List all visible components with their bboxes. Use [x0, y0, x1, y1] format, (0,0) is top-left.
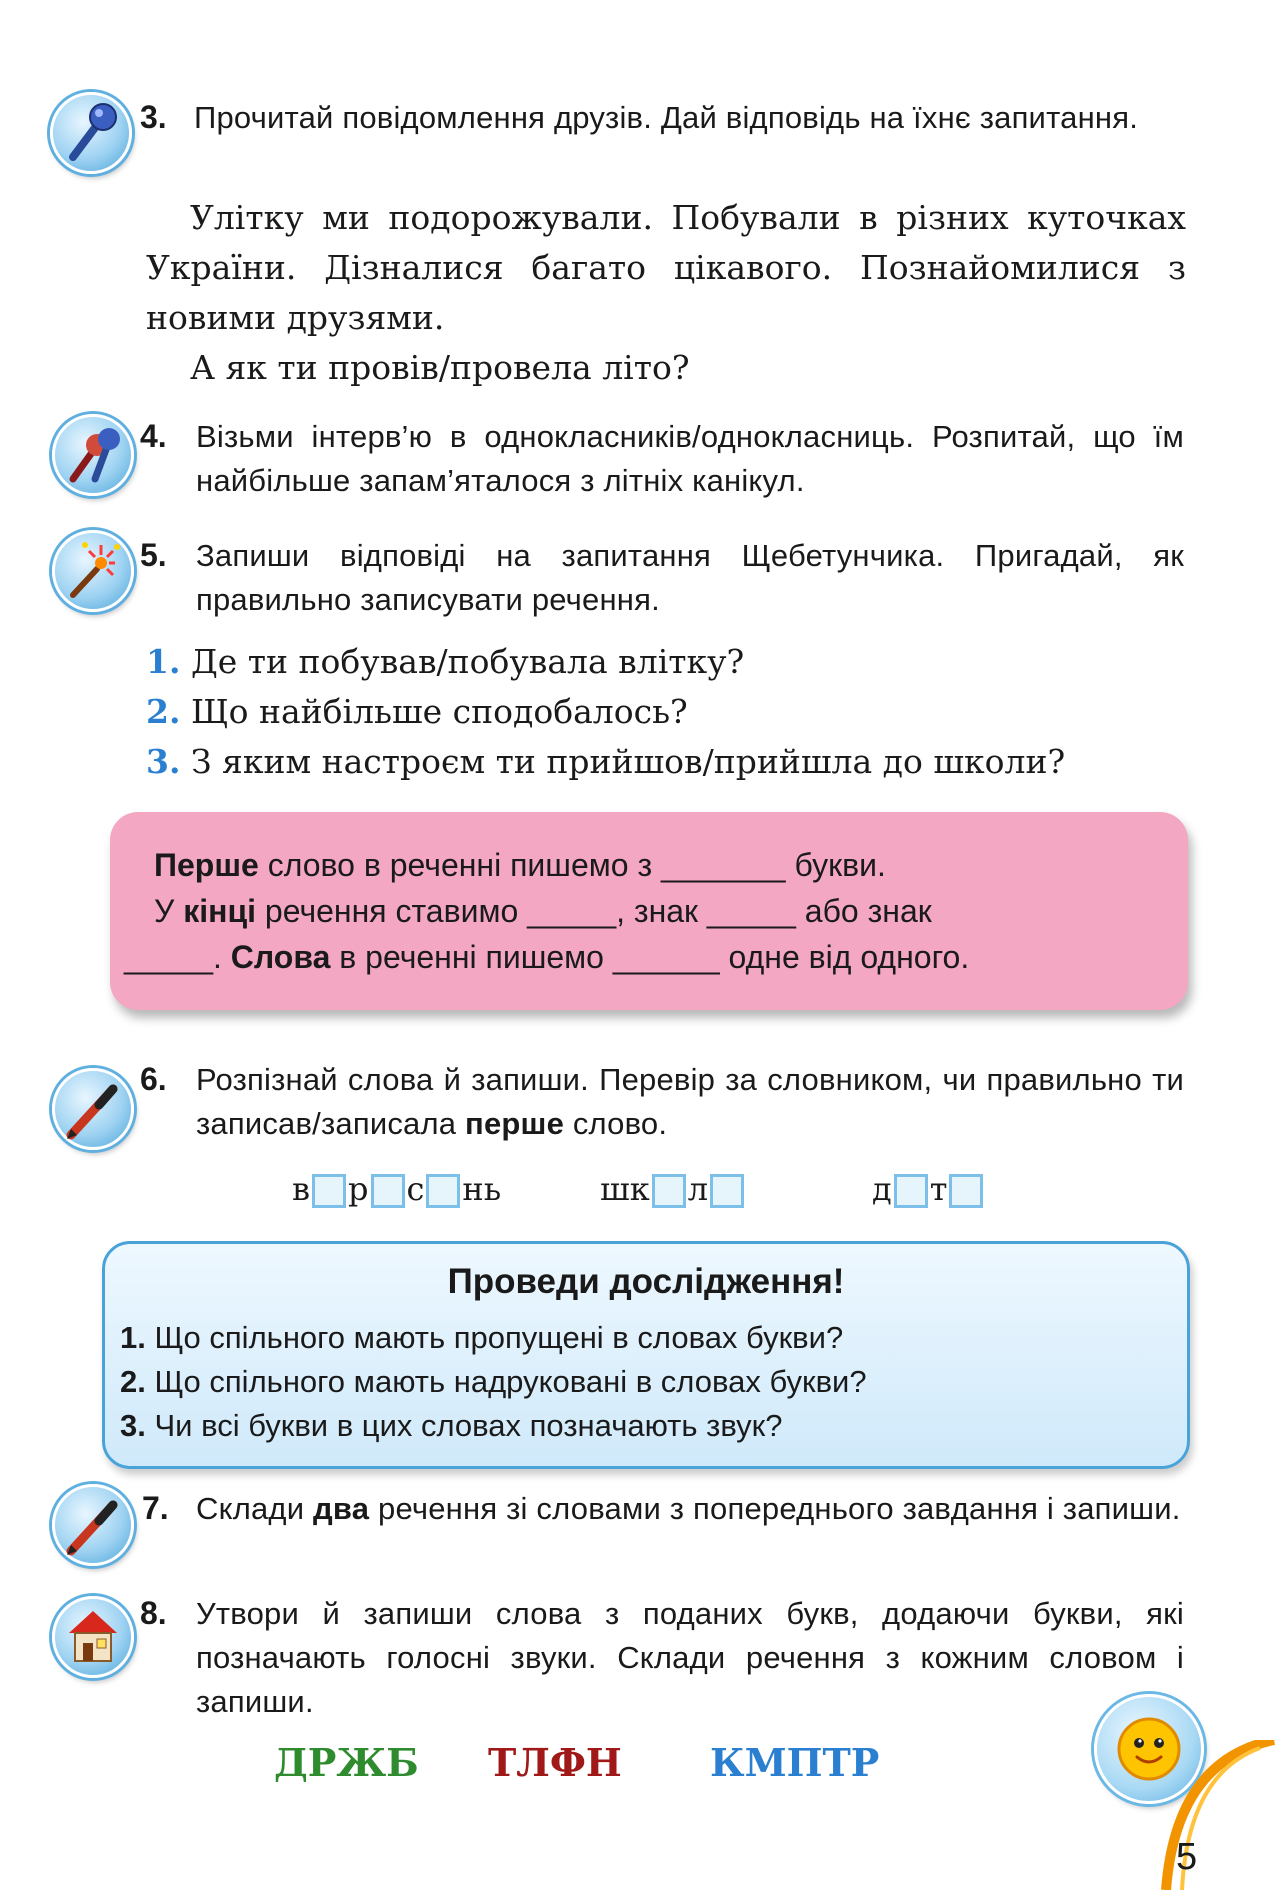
page-corner-arc: [1136, 1740, 1276, 1890]
missing-letter-box[interactable]: [371, 1174, 405, 1208]
missing-letter-box[interactable]: [710, 1174, 744, 1208]
task-4-text: Візьми інтерв’ю в однокласників/однокласниць. Розпитай, що їм найбільше запам’яталося з літніх канікул.: [196, 419, 1184, 498]
task-7-bold: два: [313, 1491, 370, 1526]
rule-text-2: речення ставимо _____, знак _____ або знак: [256, 893, 932, 929]
microphone-icon: [50, 92, 132, 174]
word-letter: д: [872, 1170, 892, 1208]
letters-2: ТЛФН: [488, 1740, 622, 1785]
word-letter: в: [292, 1170, 311, 1208]
question-text: Що найбільше сподобалось?: [190, 692, 688, 731]
pen-icon: [52, 1484, 134, 1566]
task-8-number: 8.: [140, 1595, 167, 1631]
word-letter: нь: [462, 1170, 502, 1208]
research-text: Що спільного мають пропущені в словах букви?: [154, 1320, 844, 1355]
research-text: Що спільного мають надруковані в словах букви?: [154, 1364, 867, 1399]
research-number: 2.: [120, 1364, 146, 1399]
research-number: 3.: [120, 1408, 146, 1443]
research-item-3: [120, 1404, 782, 1448]
task-3-number: 3.: [140, 99, 167, 135]
rule-text-1: слово в реченні пишемо з _______ букви.: [258, 847, 886, 883]
word-1: [292, 1170, 501, 1208]
research-number: 1.: [120, 1320, 146, 1355]
word-letter: р: [348, 1170, 369, 1208]
question-text: З яким настроєм ти прийшов/прийшла до школи?: [190, 742, 1066, 781]
task-3-question: А як ти провів/провела літо?: [190, 348, 690, 387]
letters-1: ДРЖБ: [274, 1740, 419, 1785]
task-7-number: 7.: [142, 1490, 169, 1526]
task-8-text: Утвори й запиши слова з поданих букв, додаючи букви, які позначають голосні звуки. Склади речення з кожним словом і запиши.: [196, 1596, 1184, 1719]
research-title: Проведи дослідження!: [447, 1262, 845, 1301]
missing-letter-box[interactable]: [312, 1174, 346, 1208]
question-1: [146, 638, 744, 686]
letters-3: КМПТР: [710, 1740, 880, 1785]
rule-line-1: [154, 842, 886, 888]
word-3: [872, 1170, 985, 1208]
word-letter: шк: [600, 1170, 650, 1208]
research-text: Чи всі букви в цих словах позначають звук?: [154, 1408, 783, 1443]
rule-text-2a: У: [154, 893, 184, 929]
task-4-number: 4.: [140, 418, 167, 454]
word-letter: т: [929, 1170, 948, 1208]
house-icon: [52, 1596, 134, 1678]
task-5-number: 5.: [140, 537, 167, 573]
rule-text-3: в реченні пишемо ______ одне від одного.: [330, 939, 970, 975]
task-6-text: [196, 1058, 1184, 1146]
task-5-text: Запиши відповіді на запитання Щебетунчика. Пригадай, як правильно записувати речення.: [196, 538, 1184, 617]
task-7-text: [196, 1487, 1184, 1531]
word-2: [600, 1170, 746, 1208]
task-3-reading: Улітку ми подорожували. Побували в різних куточках України. Дізналися багато цікавого. Познайомилися з новими друзями.: [146, 198, 1186, 337]
magic-wand-icon: [52, 530, 134, 612]
task-6-text-b: слово.: [564, 1106, 668, 1141]
rule-bold-1: Перше: [154, 847, 259, 883]
missing-letter-box[interactable]: [894, 1174, 928, 1208]
page-number: 5: [1176, 1836, 1198, 1878]
rule-bold-3: Слова: [230, 939, 331, 975]
question-number: 1.: [146, 642, 181, 681]
research-item-1: [120, 1316, 843, 1360]
question-text: Де ти побував/побувала влітку?: [190, 642, 745, 681]
research-item-2: [120, 1360, 867, 1404]
word-letter: с: [406, 1170, 425, 1208]
rule-bold-2: кінці: [183, 893, 257, 929]
task-3-text: Прочитай повідомлення друзів. Дай відповідь на їхнє запитання.: [194, 100, 1139, 135]
missing-letter-box[interactable]: [949, 1174, 983, 1208]
rule-line-3: [124, 934, 969, 980]
task-7-text-a: Склади: [196, 1491, 314, 1526]
task-6-number: 6.: [140, 1061, 167, 1097]
task-6-bold: перше: [465, 1106, 565, 1141]
task-6-text-a: Розпізнай слова й запиши. Перевір за словником, чи правильно ти записав/записала: [196, 1062, 1184, 1141]
question-number: 3.: [146, 742, 181, 781]
question-number: 2.: [146, 692, 181, 731]
word-letter: л: [687, 1170, 709, 1208]
rule-line-2: [154, 888, 932, 934]
task-7-text-b: речення зі словами з попереднього завдання і запиши.: [369, 1491, 1181, 1526]
rule-text-3a: _____.: [124, 939, 231, 975]
missing-letter-box[interactable]: [652, 1174, 686, 1208]
question-2: [146, 688, 688, 736]
question-3: [146, 738, 1065, 786]
two-microphones-icon: [52, 414, 134, 496]
missing-letter-box[interactable]: [426, 1174, 460, 1208]
pen-icon: [52, 1068, 134, 1150]
